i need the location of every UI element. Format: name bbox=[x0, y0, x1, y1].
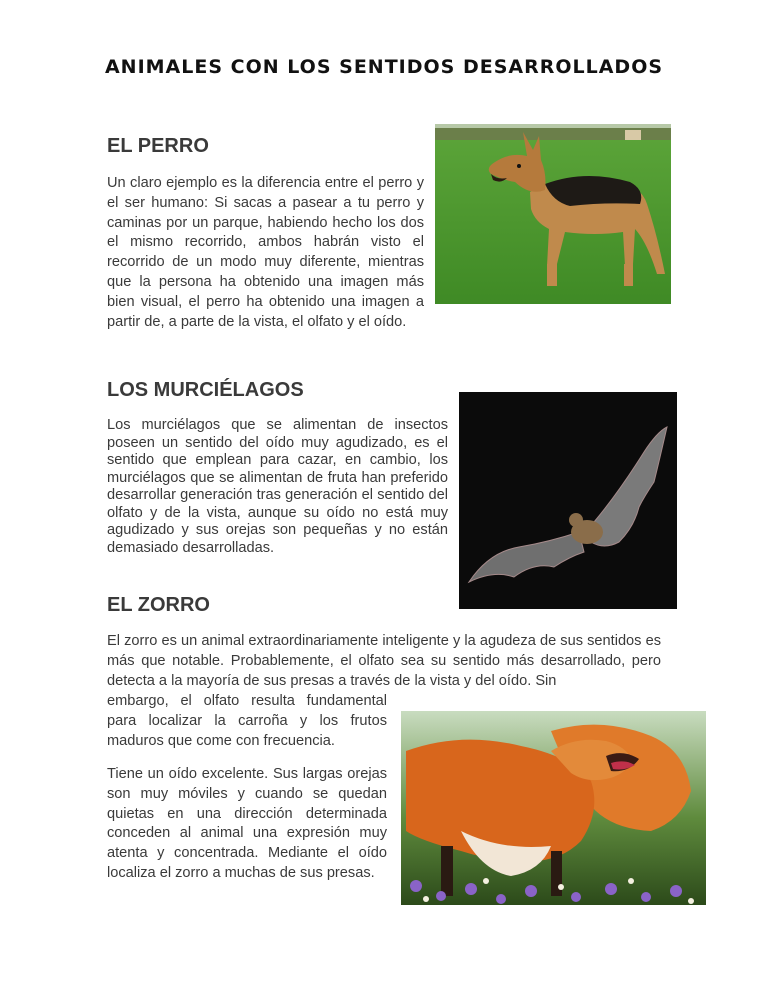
fox-photo bbox=[401, 711, 706, 905]
section-heading-perro: EL PERRO bbox=[107, 135, 209, 157]
section-text-zorro-intro: El zorro es un animal extraordinariamente inteligente y la agudeza de sus sentidos es más que notable. Probablemente, el olfato sea su sentido más desarrollado, pero detecta a la mayoría de sus presas a través de la vista y del oído. Sin bbox=[107, 633, 661, 689]
section-text-murcielagos: Los murciélagos que se alimentan de insectos poseen un sentido del oído muy agudizado, es el sentido que emplean para cazar, en cambio, los murciélagos que se alimentan de fruta han preferido desarrollar generación tras generación el sentido del olfato y de la vista, aunque su oído no está muy agudizado y sus orejas son pequeñas y no están demasiado desarrolladas. bbox=[107, 417, 448, 556]
section-text-zorro-second: Tiene un oído excelente. Sus largas orejas son muy móviles y cuando se quedan quietas en una dirección determinada conceden al animal una expresión muy atenta y concentrada. Mediante el oído localiza el zorro a muchas de sus presas. bbox=[107, 766, 387, 881]
page-title: ANIMALES CON LOS SENTIDOS DESARROLLADOS bbox=[104, 56, 664, 78]
section-heading-murcielagos: LOS MURCIÉLAGOS bbox=[107, 379, 304, 401]
dog-photo bbox=[435, 124, 671, 304]
bat-photo bbox=[459, 392, 677, 609]
section-text-zorro-wrap: embargo, el olfato resulta fundamental para localizar la carroña y los frutos maduros que come con frecuencia. bbox=[107, 693, 387, 749]
section-heading-zorro: EL ZORRO bbox=[107, 594, 210, 616]
section-text-perro: Un claro ejemplo es la diferencia entre el perro y el ser humano: Si sacas a pasear a tu perro y caminas por un parque, habiendo hecho los dos el mismo recorrido, ambos habrán visto el recorrido de un modo muy diferente, mientras que la persona ha obtenido una imagen más bien visual, el perro ha obtenido una imagen a partir de, a parte de la vista, el olfato y el oído. bbox=[107, 175, 424, 330]
